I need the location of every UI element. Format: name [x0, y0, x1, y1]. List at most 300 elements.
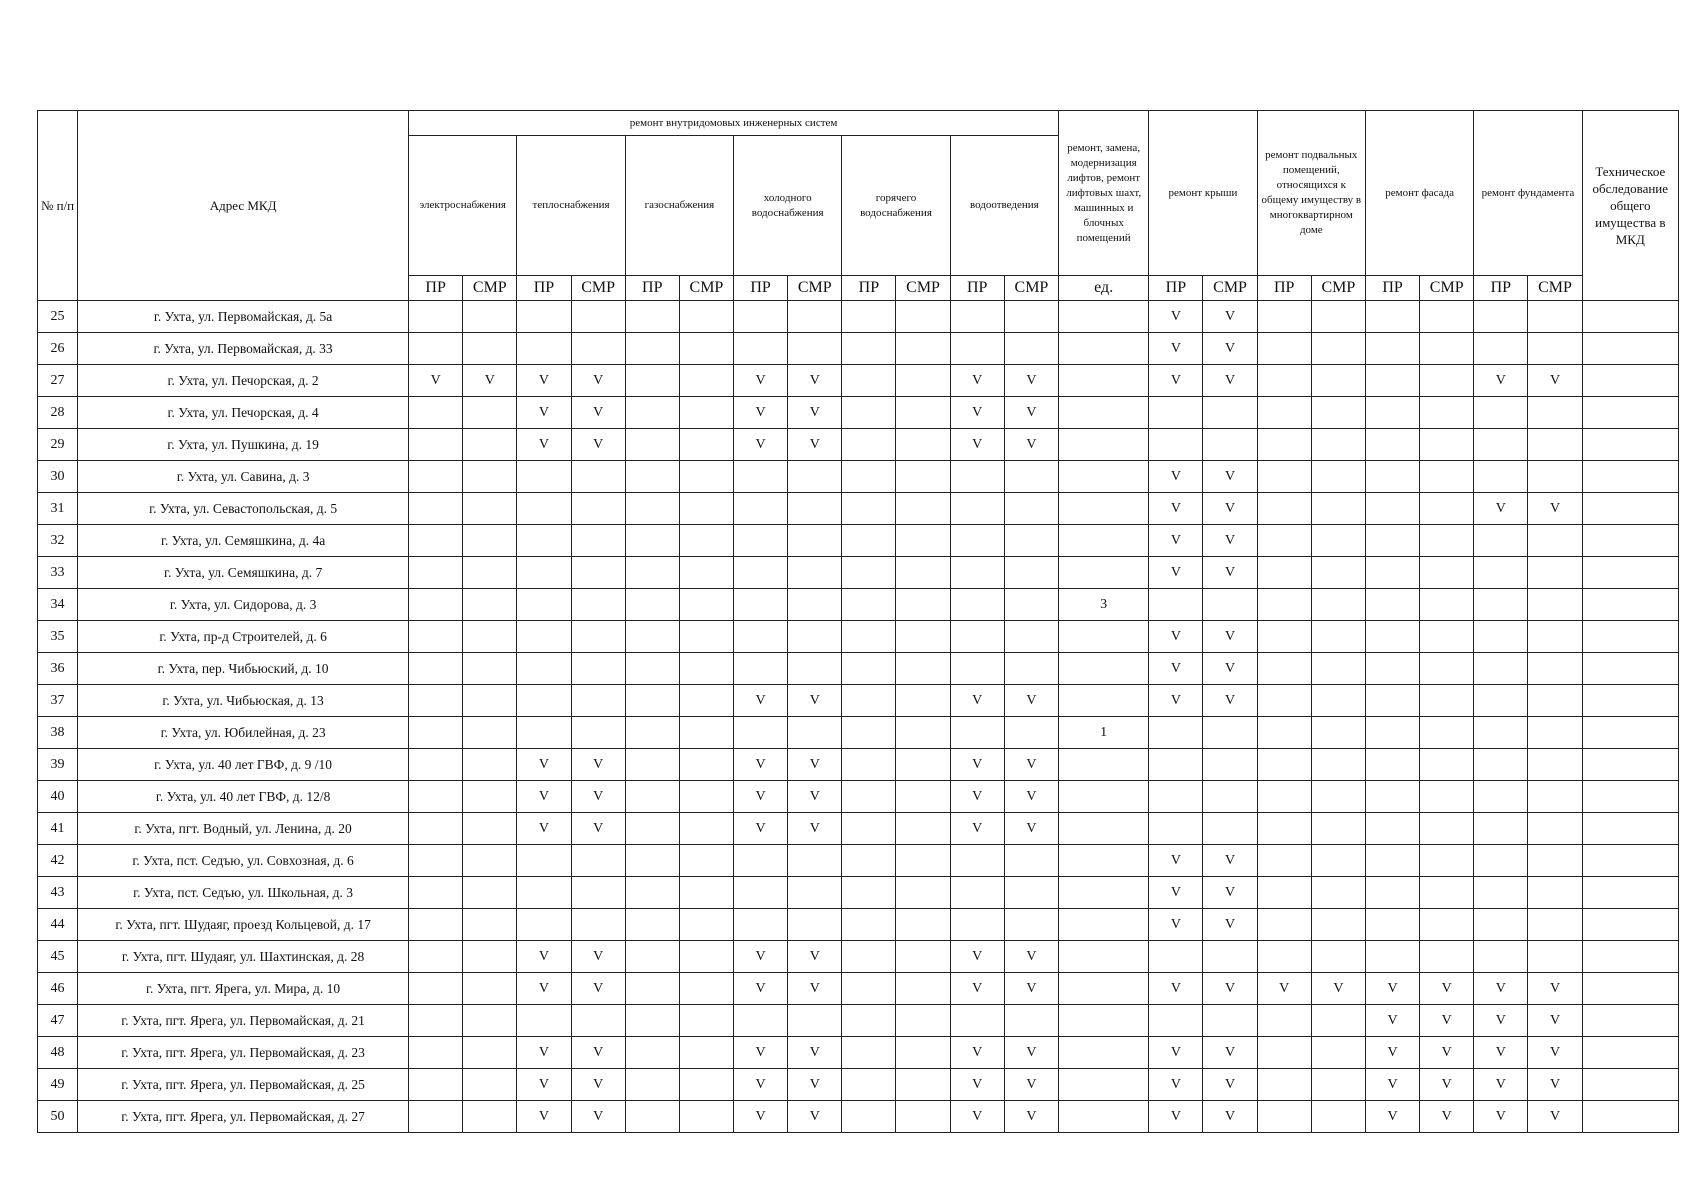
row-cell [1528, 461, 1582, 493]
row-cell: V [1203, 525, 1257, 557]
row-cell: V [409, 365, 463, 397]
row-address: г. Ухта, пгт. Водный, ул. Ленина, д. 20 [78, 813, 409, 845]
row-cell [1059, 333, 1149, 365]
row-cell: V [1528, 1069, 1582, 1101]
header-system-electric: электроснабжения [409, 136, 517, 276]
row-cell [896, 685, 950, 717]
row-cell [1582, 397, 1678, 429]
row-cell [1311, 557, 1365, 589]
row-cell [1059, 461, 1149, 493]
row-cell [1311, 621, 1365, 653]
row-address: г. Ухта, ул. Первомайская, д. 33 [78, 333, 409, 365]
row-cell [1311, 909, 1365, 941]
row-cell [1528, 653, 1582, 685]
row-number: 33 [38, 557, 78, 589]
row-cell [1004, 877, 1058, 909]
row-cell [679, 1037, 733, 1069]
row-cell [1059, 525, 1149, 557]
row-cell [1149, 749, 1203, 781]
row-cell [1582, 429, 1678, 461]
row-cell [734, 301, 788, 333]
row-cell: V [1203, 845, 1257, 877]
subheader-units: ед. [1059, 276, 1149, 301]
table-row [38, 333, 1679, 365]
row-cell: V [788, 365, 842, 397]
subheader-pr: ПР [950, 276, 1004, 301]
row-cell [1004, 525, 1058, 557]
row-cell [950, 845, 1004, 877]
row-cell [517, 653, 571, 685]
row-address: г. Ухта, пгт. Ярега, ул. Мира, д. 10 [78, 973, 409, 1005]
row-cell [1257, 589, 1311, 621]
table-row [38, 1069, 1679, 1101]
row-cell: V [1203, 461, 1257, 493]
row-cell [409, 1069, 463, 1101]
row-cell [896, 365, 950, 397]
row-cell: V [734, 941, 788, 973]
row-cell: V [1365, 1005, 1419, 1037]
row-cell [1149, 813, 1203, 845]
row-cell [788, 909, 842, 941]
row-cell [1582, 909, 1678, 941]
row-address: г. Ухта, ул. Савина, д. 3 [78, 461, 409, 493]
row-cell [842, 1069, 896, 1101]
row-cell: V [1149, 557, 1203, 589]
row-cell [409, 525, 463, 557]
row-cell [625, 429, 679, 461]
row-cell [1528, 397, 1582, 429]
row-cell [409, 749, 463, 781]
row-cell [679, 1005, 733, 1037]
row-address: г. Ухта, пст. Седъю, ул. Школьная, д. 3 [78, 877, 409, 909]
row-cell [1582, 845, 1678, 877]
row-cell: V [463, 365, 517, 397]
row-cell [1420, 685, 1474, 717]
row-cell [896, 813, 950, 845]
table-row [38, 557, 1679, 589]
row-cell [1474, 429, 1528, 461]
table-row [38, 397, 1679, 429]
row-cell [896, 333, 950, 365]
row-cell [517, 461, 571, 493]
subheader-pr: ПР [734, 276, 788, 301]
row-cell [463, 973, 517, 1005]
row-cell [1420, 493, 1474, 525]
row-cell: V [1203, 973, 1257, 1005]
row-cell [463, 589, 517, 621]
row-cell [896, 877, 950, 909]
row-cell [1582, 717, 1678, 749]
row-cell [1528, 909, 1582, 941]
row-cell [409, 781, 463, 813]
row-cell: V [517, 973, 571, 1005]
row-address: г. Ухта, ул. Печорская, д. 2 [78, 365, 409, 397]
row-cell [896, 717, 950, 749]
row-cell [1257, 877, 1311, 909]
row-cell [1474, 621, 1528, 653]
row-cell: V [1004, 365, 1058, 397]
row-cell [1203, 781, 1257, 813]
row-cell [1528, 333, 1582, 365]
row-cell [409, 461, 463, 493]
row-cell [679, 525, 733, 557]
row-cell [1257, 845, 1311, 877]
row-cell [625, 877, 679, 909]
row-cell [679, 909, 733, 941]
row-cell [1474, 397, 1528, 429]
subheader-smr: СМР [463, 276, 517, 301]
row-cell [734, 493, 788, 525]
row-cell [625, 525, 679, 557]
row-cell [1257, 653, 1311, 685]
table-row [38, 1005, 1679, 1037]
row-cell: V [788, 1101, 842, 1133]
row-cell: V [1365, 1101, 1419, 1133]
row-cell: V [734, 365, 788, 397]
row-cell [950, 621, 1004, 653]
row-cell [1311, 813, 1365, 845]
row-cell [625, 845, 679, 877]
row-cell: V [1203, 557, 1257, 589]
row-cell: V [1203, 685, 1257, 717]
row-cell [679, 301, 733, 333]
row-cell [625, 749, 679, 781]
row-cell [1257, 557, 1311, 589]
row-cell: V [571, 941, 625, 973]
row-cell [1004, 301, 1058, 333]
row-cell [409, 845, 463, 877]
row-cell [625, 1069, 679, 1101]
row-cell [1365, 397, 1419, 429]
header-roof: ремонт крыши [1149, 111, 1257, 276]
row-number: 27 [38, 365, 78, 397]
row-cell [1311, 749, 1365, 781]
row-address: г. Ухта, пгт. Ярега, ул. Первомайская, д. 21 [78, 1005, 409, 1037]
row-cell: V [950, 749, 1004, 781]
row-cell [896, 525, 950, 557]
row-cell [463, 333, 517, 365]
row-cell [788, 333, 842, 365]
row-number: 28 [38, 397, 78, 429]
row-cell: V [1474, 493, 1528, 525]
row-cell [1365, 685, 1419, 717]
row-number: 46 [38, 973, 78, 1005]
row-cell [1311, 493, 1365, 525]
row-cell: V [517, 429, 571, 461]
row-cell: V [1203, 653, 1257, 685]
row-cell [517, 1005, 571, 1037]
row-cell [571, 493, 625, 525]
row-cell: V [1149, 333, 1203, 365]
row-cell [1474, 685, 1528, 717]
row-cell [625, 589, 679, 621]
row-cell [1582, 781, 1678, 813]
row-cell [1203, 589, 1257, 621]
row-number: 26 [38, 333, 78, 365]
row-address: г. Ухта, пгт. Шудаяг, ул. Шахтинская, д. 28 [78, 941, 409, 973]
row-cell: V [950, 429, 1004, 461]
row-cell [734, 909, 788, 941]
row-cell [1528, 429, 1582, 461]
row-cell: V [1004, 941, 1058, 973]
row-cell [1365, 909, 1419, 941]
row-cell: V [1528, 973, 1582, 1005]
row-cell: V [950, 941, 1004, 973]
row-number: 45 [38, 941, 78, 973]
row-cell [679, 461, 733, 493]
row-cell [1257, 685, 1311, 717]
row-number: 34 [38, 589, 78, 621]
row-cell [1311, 461, 1365, 493]
row-cell: V [1474, 1101, 1528, 1133]
row-cell [463, 1101, 517, 1133]
row-cell [1059, 749, 1149, 781]
row-cell [1203, 397, 1257, 429]
row-cell [896, 589, 950, 621]
subheader-smr: СМР [1203, 276, 1257, 301]
row-cell: V [950, 813, 1004, 845]
row-cell [625, 301, 679, 333]
row-cell [463, 1069, 517, 1101]
subheader-pr: ПР [625, 276, 679, 301]
row-number: 38 [38, 717, 78, 749]
row-cell: V [1149, 461, 1203, 493]
row-cell: V [1528, 1037, 1582, 1069]
row-cell: V [734, 1037, 788, 1069]
row-cell: V [517, 365, 571, 397]
row-cell [1474, 653, 1528, 685]
row-cell [1420, 461, 1474, 493]
row-cell [734, 461, 788, 493]
row-cell [1528, 941, 1582, 973]
row-cell: V [1149, 877, 1203, 909]
row-address: г. Ухта, ул. Севастопольская, д. 5 [78, 493, 409, 525]
header-lifts: ремонт, замена, модернизация лифтов, ремонт лифтовых шахт, машинных и блочных помещений [1059, 111, 1149, 276]
row-cell: V [1149, 493, 1203, 525]
subheader-smr: СМР [896, 276, 950, 301]
row-cell [409, 1005, 463, 1037]
row-cell: V [1004, 973, 1058, 1005]
row-cell [571, 845, 625, 877]
row-cell [1004, 653, 1058, 685]
row-cell [1059, 621, 1149, 653]
row-cell [1311, 301, 1365, 333]
row-cell [1474, 301, 1528, 333]
row-cell [1059, 909, 1149, 941]
row-cell: V [1004, 397, 1058, 429]
row-cell [788, 877, 842, 909]
row-cell [463, 493, 517, 525]
row-cell [734, 1005, 788, 1037]
table-row [38, 877, 1679, 909]
row-cell [896, 941, 950, 973]
row-cell [842, 1005, 896, 1037]
row-cell: V [571, 397, 625, 429]
row-cell [1257, 365, 1311, 397]
row-cell [1257, 1005, 1311, 1037]
subheader-pr: ПР [1257, 276, 1311, 301]
row-cell [1365, 461, 1419, 493]
header-basement: ремонт подвальных помещений, относящихся к общему имуществу в многоквартирном доме [1257, 111, 1365, 276]
row-cell [1528, 621, 1582, 653]
row-cell: V [1149, 653, 1203, 685]
row-cell [788, 1005, 842, 1037]
row-address: г. Ухта, пер. Чибьюский, д. 10 [78, 653, 409, 685]
row-cell [1420, 397, 1474, 429]
row-cell [842, 333, 896, 365]
row-cell: V [1004, 685, 1058, 717]
row-cell [1059, 397, 1149, 429]
row-cell: V [950, 397, 1004, 429]
row-cell: V [788, 397, 842, 429]
row-cell [896, 301, 950, 333]
row-number: 35 [38, 621, 78, 653]
row-cell [1474, 717, 1528, 749]
row-cell: V [950, 1069, 1004, 1101]
row-cell [1311, 1069, 1365, 1101]
row-cell [950, 333, 1004, 365]
row-cell [842, 557, 896, 589]
table-row [38, 1037, 1679, 1069]
row-cell: V [571, 1037, 625, 1069]
row-cell [788, 589, 842, 621]
row-cell [842, 1101, 896, 1133]
row-cell [1257, 749, 1311, 781]
row-cell [571, 461, 625, 493]
row-cell [463, 717, 517, 749]
row-cell [1420, 621, 1474, 653]
row-cell: V [1004, 1037, 1058, 1069]
row-cell [1059, 1005, 1149, 1037]
row-cell: V [788, 1069, 842, 1101]
row-cell: V [1203, 909, 1257, 941]
row-cell [517, 909, 571, 941]
row-cell [1311, 429, 1365, 461]
row-cell [409, 1037, 463, 1069]
row-cell: V [571, 1101, 625, 1133]
row-cell [571, 877, 625, 909]
subheader-smr: СМР [1004, 276, 1058, 301]
row-number: 48 [38, 1037, 78, 1069]
row-number: 32 [38, 525, 78, 557]
row-number: 40 [38, 781, 78, 813]
row-cell: V [1004, 781, 1058, 813]
row-cell [950, 557, 1004, 589]
row-cell [788, 557, 842, 589]
row-cell [1311, 941, 1365, 973]
table-row [38, 429, 1679, 461]
row-cell [679, 877, 733, 909]
row-cell [1365, 333, 1419, 365]
row-cell [1257, 429, 1311, 461]
table-row [38, 493, 1679, 525]
row-cell [625, 365, 679, 397]
row-address: г. Ухта, пр-д Строителей, д. 6 [78, 621, 409, 653]
row-cell [896, 749, 950, 781]
row-cell [1257, 1037, 1311, 1069]
row-cell [842, 877, 896, 909]
row-cell [1365, 301, 1419, 333]
row-cell: V [788, 749, 842, 781]
row-cell [571, 909, 625, 941]
row-cell [679, 397, 733, 429]
row-cell [1004, 909, 1058, 941]
row-cell: V [734, 429, 788, 461]
row-cell [734, 525, 788, 557]
row-address: г. Ухта, пст. Седъю, ул. Совхозная, д. 6 [78, 845, 409, 877]
row-cell [1474, 461, 1528, 493]
row-cell [1420, 749, 1474, 781]
row-cell [1149, 781, 1203, 813]
row-cell [734, 845, 788, 877]
row-cell [1528, 749, 1582, 781]
row-cell [1311, 845, 1365, 877]
row-cell: V [734, 1069, 788, 1101]
row-cell [1365, 621, 1419, 653]
subheader-smr: СМР [1528, 276, 1582, 301]
row-cell [1420, 525, 1474, 557]
row-cell [463, 941, 517, 973]
row-cell [679, 1069, 733, 1101]
row-cell: V [571, 813, 625, 845]
row-cell [571, 1005, 625, 1037]
row-cell: V [1149, 973, 1203, 1005]
row-cell [571, 557, 625, 589]
row-cell [1582, 589, 1678, 621]
row-cell [517, 685, 571, 717]
row-cell [1257, 941, 1311, 973]
table-row [38, 589, 1679, 621]
row-cell [842, 589, 896, 621]
table-row [38, 685, 1679, 717]
row-cell [1365, 557, 1419, 589]
row-cell: V [571, 365, 625, 397]
row-number: 30 [38, 461, 78, 493]
row-cell [1420, 717, 1474, 749]
row-cell [409, 429, 463, 461]
row-number: 29 [38, 429, 78, 461]
row-cell: V [517, 781, 571, 813]
row-cell [1257, 493, 1311, 525]
row-cell: V [1149, 845, 1203, 877]
row-cell [842, 301, 896, 333]
row-cell [463, 813, 517, 845]
table-body [38, 301, 1679, 1133]
subheader-smr: СМР [679, 276, 733, 301]
row-cell [1004, 1005, 1058, 1037]
row-cell [896, 557, 950, 589]
row-cell [1582, 493, 1678, 525]
row-cell [571, 653, 625, 685]
row-cell [1257, 525, 1311, 557]
subheader-pr: ПР [1474, 276, 1528, 301]
row-cell [1528, 781, 1582, 813]
row-cell [1311, 1005, 1365, 1037]
row-cell [1059, 1069, 1149, 1101]
row-cell [625, 333, 679, 365]
row-cell [1528, 877, 1582, 909]
row-cell [1059, 973, 1149, 1005]
row-cell [950, 717, 1004, 749]
row-cell [1420, 557, 1474, 589]
row-cell [842, 461, 896, 493]
header-system-hot-water: горячего водоснабжения [842, 136, 950, 276]
row-cell [1474, 781, 1528, 813]
row-cell [842, 621, 896, 653]
row-cell [679, 973, 733, 1005]
subheader-smr: СМР [1420, 276, 1474, 301]
row-cell [679, 653, 733, 685]
